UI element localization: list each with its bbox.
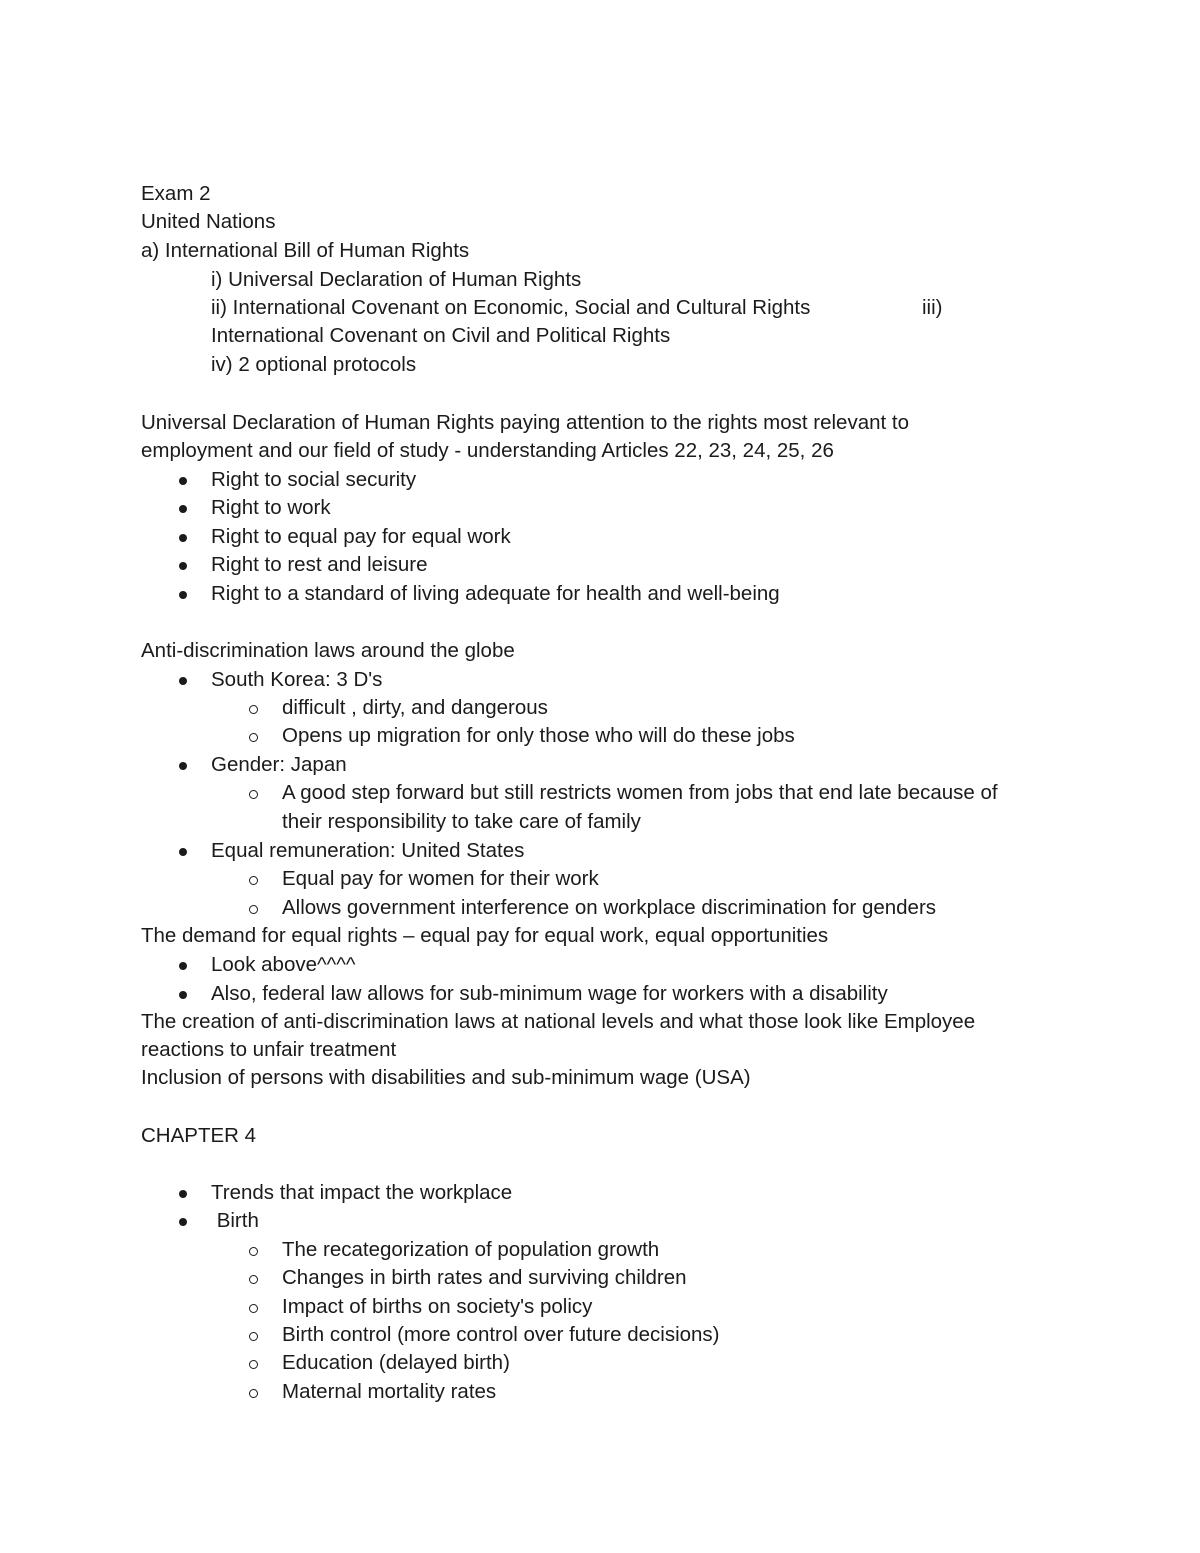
bullet-icon	[179, 534, 187, 542]
hollow-bullet-icon	[249, 1304, 258, 1313]
korea-sub-item: Opens up migration for only those who will do these jobs	[282, 724, 795, 747]
demand-bullet: Look above^^^^	[211, 953, 356, 976]
creation-line-1: The creation of anti-discrimination laws at national levels and what those look like Employee	[141, 1010, 976, 1033]
udhr-bullet: Right to social security	[211, 468, 417, 491]
hollow-bullet-icon	[249, 876, 258, 885]
udhr-bullet: Right to work	[211, 496, 331, 519]
antidisc-korea: South Korea: 3 D's	[211, 668, 383, 691]
creation-line-2: reactions to unfair treatment	[141, 1038, 397, 1061]
hollow-bullet-icon	[249, 1275, 258, 1284]
hollow-bullet-icon	[249, 705, 258, 714]
un-heading: United Nations	[141, 210, 276, 233]
udhr-bullet: Right to rest and leisure	[211, 553, 428, 576]
antidisc-heading: Anti-discrimination laws around the globe	[141, 639, 515, 662]
demand-heading: The demand for equal rights – equal pay for equal work, equal opportunities	[141, 924, 829, 947]
bullet-icon	[179, 762, 187, 770]
korea-sub-item: difficult , dirty, and dangerous	[282, 696, 548, 719]
udhr-paragraph-line-1: Universal Declaration of Human Rights paying attention to the rights most relevant to	[141, 411, 909, 434]
bill-item-iii-text: International Covenant on Civil and Political Rights	[211, 324, 671, 347]
antidisc-us: Equal remuneration: United States	[211, 839, 525, 862]
doc-title: Exam 2	[141, 182, 211, 205]
us-sub-item: Equal pay for women for their work	[282, 867, 599, 890]
chapter-bullet: Trends that impact the workplace	[211, 1181, 513, 1204]
birth-sub-item: Changes in birth rates and surviving children	[282, 1266, 687, 1289]
bill-item-i: i) Universal Declaration of Human Rights	[211, 268, 582, 291]
bullet-icon	[179, 677, 187, 685]
chapter-heading: CHAPTER 4	[141, 1124, 257, 1147]
birth-sub-item: Maternal mortality rates	[282, 1380, 497, 1403]
us-sub-item: Allows government interference on workplace discrimination for genders	[282, 896, 937, 919]
hollow-bullet-icon	[249, 1389, 258, 1398]
demand-bullet: Also, federal law allows for sub-minimum wage for workers with a disability	[211, 982, 888, 1005]
bill-item-iv: iv) 2 optional protocols	[211, 353, 417, 376]
birth-sub-item: Education (delayed birth)	[282, 1351, 510, 1374]
bullet-icon	[179, 562, 187, 570]
udhr-bullet: Right to a standard of living adequate for health and well-being	[211, 582, 780, 605]
bullet-icon	[179, 1218, 187, 1226]
hollow-bullet-icon	[249, 1247, 258, 1256]
birth-sub-item: The recategorization of population growth	[282, 1238, 660, 1261]
hollow-bullet-icon	[249, 1360, 258, 1369]
hollow-bullet-icon	[249, 733, 258, 742]
chapter-bullet: Birth	[211, 1209, 259, 1232]
bill-item-iii-label: iii)	[922, 296, 943, 319]
bullet-icon	[179, 991, 187, 999]
inclusion-line: Inclusion of persons with disabilities and sub-minimum wage (USA)	[141, 1066, 751, 1089]
bullet-icon	[179, 962, 187, 970]
bullet-icon	[179, 848, 187, 856]
bullet-icon	[179, 505, 187, 513]
udhr-bullet: Right to equal pay for equal work	[211, 525, 511, 548]
hollow-bullet-icon	[249, 790, 258, 799]
udhr-paragraph-line-2: employment and our field of study - understanding Articles 22, 23, 24, 25, 26	[141, 439, 834, 462]
bullet-icon	[179, 1190, 187, 1198]
hollow-bullet-icon	[249, 905, 258, 914]
bill-item-ii: ii) International Covenant on Economic, Social and Cultural Rights	[211, 296, 811, 319]
birth-sub-item: Birth control (more control over future decisions)	[282, 1323, 720, 1346]
bill-heading: a) International Bill of Human Rights	[141, 239, 470, 262]
birth-sub-item: Impact of births on society's policy	[282, 1295, 593, 1318]
bullet-icon	[179, 591, 187, 599]
japan-sub-line-1: A good step forward but still restricts women from jobs that end late because of	[282, 781, 998, 804]
bullet-icon	[179, 477, 187, 485]
hollow-bullet-icon	[249, 1332, 258, 1341]
japan-sub-line-2: their responsibility to take care of family	[282, 810, 641, 833]
antidisc-japan: Gender: Japan	[211, 753, 347, 776]
